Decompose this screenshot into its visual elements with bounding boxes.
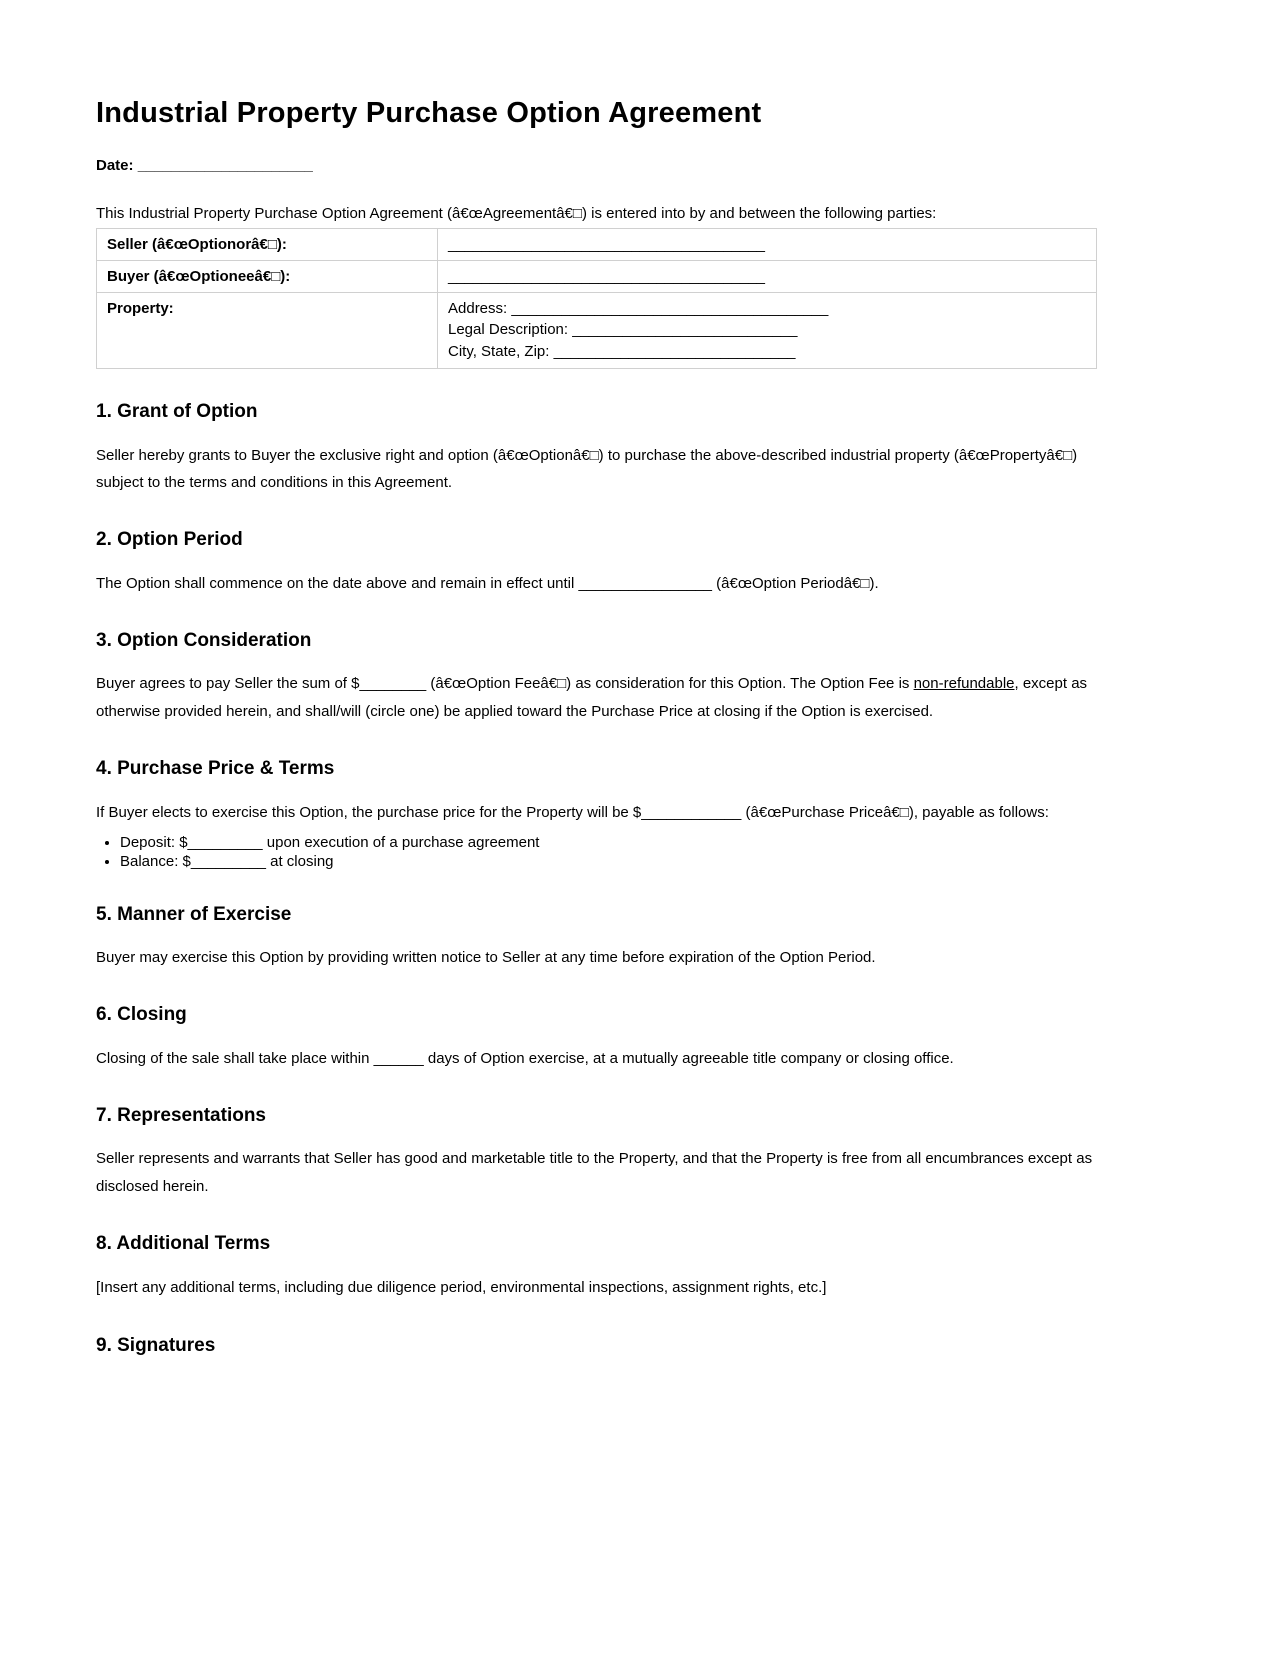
- section-body: Seller represents and warrants that Seller has good and marketable title to the Property, and that the Property is free from all encumbrances except as disclosed herein.: [96, 1150, 1093, 1196]
- clipped-next-section: [96, 1335, 1097, 1357]
- property-value-cell: [438, 292, 1097, 368]
- section-representations: [96, 1105, 1097, 1201]
- document-title: Industrial Property Purchase Option Agreement: [96, 97, 762, 129]
- date-blank: _____________________: [137, 157, 313, 175]
- section-body: [Insert any additional terms, including due diligence period, environmental inspections, assignment rights, etc.]: [96, 1278, 827, 1296]
- section-heading: 4. Purchase Price & Terms: [96, 757, 335, 779]
- seller-label-cell: Seller (â€œOptionorâ€□):: [97, 228, 438, 260]
- table-row-property: [97, 292, 1097, 368]
- section-body: If Buyer elects to exercise this Option, the purchase price for the Property will be $____________ (â€œPurchase Priceâ€□), payable as follows:: [96, 803, 1049, 821]
- property-label-cell: Property:: [97, 292, 438, 368]
- bullet-item-balance: • Balance: $_________ at closing: [120, 852, 1097, 872]
- buyer-value-cell: ______________________________________: [438, 260, 1097, 292]
- body-text-pre: Buyer agrees to pay Seller the sum of $________ (â€œOption Feeâ€□) as consideration for this Option. The Option Fee is: [96, 675, 914, 693]
- section-closing: [96, 1004, 1097, 1073]
- section-heading: 1. Grant of Option: [96, 400, 258, 422]
- section-purchase-price-terms: [96, 758, 1097, 872]
- bullet-item-deposit: • Deposit: $_________ upon execution of a purchase agreement: [120, 833, 1097, 853]
- section-additional-terms: [96, 1233, 1097, 1302]
- table-row-buyer: [97, 260, 1097, 292]
- section-heading: 7. Representations: [96, 1104, 266, 1126]
- seller-value-cell: ______________________________________: [438, 228, 1097, 260]
- underlined-term: non-refundable: [913, 675, 1015, 693]
- section-body: Buyer may exercise this Option by providing written notice to Seller at any time before expiration of the Option Period.: [96, 949, 876, 967]
- section-body: The Option shall commence on the date above and remain in effect until ________________ (â€œOption Periodâ€□).: [96, 574, 879, 592]
- table-row-seller: [97, 228, 1097, 260]
- section-heading: 5. Manner of Exercise: [96, 903, 292, 925]
- parties-table: [96, 228, 1097, 369]
- section-body: Seller hereby grants to Buyer the exclusive right and option (â€œOptionâ€□) to purchase the above-described industrial property (â€œPropertyâ€□) subject to the terms and conditions in this Agreement.: [96, 446, 1078, 492]
- date-line: [96, 156, 1097, 176]
- section-option-consideration: [96, 630, 1097, 726]
- bullet-list: [96, 833, 1097, 872]
- section-body: Closing of the sale shall take place within ______ days of Option exercise, at a mutually agreeable title company or closing office.: [96, 1049, 954, 1067]
- property-legal-line: Legal Description: ___________________________: [448, 321, 798, 339]
- section-heading: 3. Option Consideration: [96, 629, 312, 651]
- intro-paragraph: This Industrial Property Purchase Option Agreement (â€œAgreementâ€□) is entered into by and between the following parties:: [96, 204, 937, 222]
- clipped-section-heading: 9. Signatures: [96, 1335, 216, 1357]
- section-manner-of-exercise: [96, 904, 1097, 973]
- section-option-period: [96, 529, 1097, 598]
- section-heading: 6. Closing: [96, 1004, 187, 1026]
- property-address-line: Address: ______________________________________: [448, 299, 829, 317]
- section-heading: 8. Additional Terms: [96, 1232, 271, 1254]
- property-citystatezip-line: City, State, Zip: _____________________________: [448, 343, 796, 361]
- body-text-post: , except as otherwise provided herein, and shall/will (circle one) be applied toward the Purchase Price at closing if the Option is exercised.: [96, 675, 1088, 721]
- section-grant-of-option: [96, 401, 1097, 497]
- section-body: [96, 670, 1097, 726]
- date-label: Date:: [96, 157, 134, 175]
- buyer-label-cell: Buyer (â€œOptioneeâ€□):: [97, 260, 438, 292]
- section-heading: 2. Option Period: [96, 529, 243, 551]
